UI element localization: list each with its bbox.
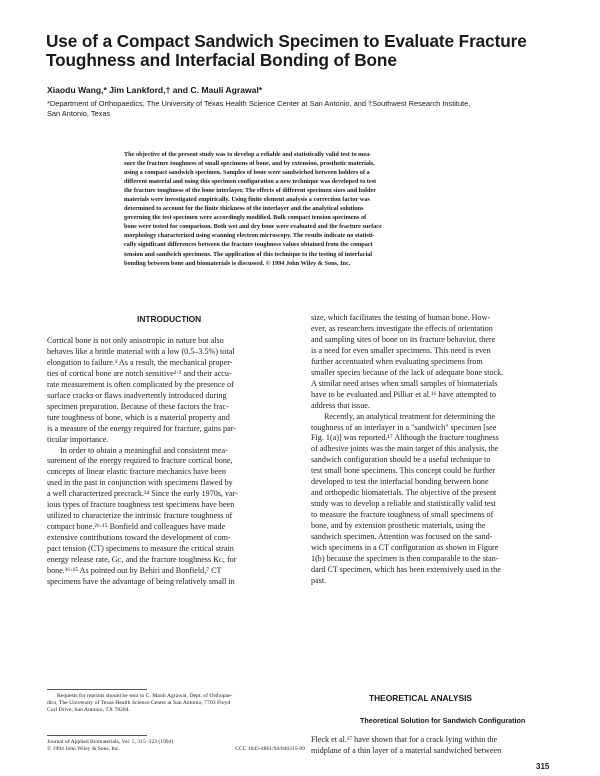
body-line: ever, as researchers investigate the effects of orientation xyxy=(311,323,493,333)
body-line: utilized to characterize the intrinsic fracture toughness of xyxy=(47,511,233,521)
body-line: rate measurement is often complicated by the presence of xyxy=(47,379,234,389)
correspondence-footnote xyxy=(47,693,305,714)
body-line: of adhesive joints was the main target of this analysis, the xyxy=(311,444,499,454)
abstract-line: the fracture toughness of the bone interlayer. The effects of different specimen sizes and holder xyxy=(124,187,376,195)
column-right-continuation xyxy=(311,735,573,757)
footnote-divider xyxy=(47,689,147,690)
abstract xyxy=(124,150,538,268)
body-line: Fig. 1(a)] was reported.¹⁷ Although the fracture toughness xyxy=(311,433,499,443)
section-heading-theoretical-analysis: THEORETICAL ANALYSIS xyxy=(369,693,472,703)
body-line: sandwich configuration should be a useful technique to xyxy=(311,455,491,465)
body-line: ties of cortical bone are notch sensitive²·³ and their accu- xyxy=(47,368,232,378)
affiliation-line: San Antonio, Texas xyxy=(47,108,111,118)
body-line: further accentuated when evaluating specimens from xyxy=(311,356,483,366)
abstract-line: sure the fracture toughness of small specimens of bone, and by extension, prosthetic materials, xyxy=(124,160,375,168)
author-list: Xiaodu Wang,* Jim Lankford,† and C. Mauli Agrawal* xyxy=(47,85,263,95)
affiliation-line: *Department of Orthopaedics, The University of Texas Health Science Center at San Antonio, and †Southwest Research Institute, xyxy=(47,99,471,108)
body-line: 1(b) because the specimen is then comparable to the stan- xyxy=(311,553,499,563)
body-line: ture toughness of bone, which is a material property and xyxy=(47,412,230,422)
abstract-line: bonding between bone and biomaterials is discussed. © 1994 John Wiley & Sons, Inc. xyxy=(124,259,351,267)
abstract-line: morphology characterized using scanning electron microscopy. The results indicate no statisti- xyxy=(124,232,375,240)
footnote-line: Requests for reprints should be sent to C. Mauli Agrawal, Dept. of Orthopae- xyxy=(57,693,233,699)
footnote-line: dics, The University of Texas Health Science Center at San Antonio, 7703 Floyd xyxy=(47,699,231,706)
body-line: Recently, an analytical treatment for determining the xyxy=(324,411,496,421)
body-line: compact bone.²⁶·¹⁵ Bonfield and colleagues have made xyxy=(47,522,226,532)
body-line: Cortical bone is not only anisotropic in nature but also xyxy=(47,336,224,345)
body-line: address that issue. xyxy=(311,400,370,410)
body-line: past. xyxy=(311,575,327,585)
body-line: A similar need arises when small samples of biomaterials xyxy=(311,378,498,388)
copyright-line: © 1994 John Wiley & Sons, Inc. xyxy=(47,745,120,752)
abstract-line: determined to account for the finite thickness of the interlayer and the analytical solutions xyxy=(124,205,364,213)
body-line: surface cracks or flaws inadvertently introduced during xyxy=(47,390,227,400)
body-line: behaves like a brittle material with a low (0.5–3.5%) total xyxy=(47,346,235,356)
journal-citation xyxy=(47,739,305,753)
body-line: specimens have the advantage of being relatively small in xyxy=(47,576,235,586)
body-line: surement of the energy required to fracture cortical bone, xyxy=(47,456,233,466)
section-heading-introduction: INTRODUCTION xyxy=(137,314,202,324)
body-line: is a measure of the energy required for fracture, gains par- xyxy=(47,423,236,433)
body-line: have to be evaluated and Pilliar et al.¹⁶ have attempted to xyxy=(311,389,497,399)
column-left-body xyxy=(47,336,309,588)
abstract-line: different material and using this specimen configuration a new technique was developed to test xyxy=(124,178,377,186)
body-line: to measure the fracture toughness of small specimens of xyxy=(311,510,494,520)
abstract-line: using a compact sandwich specimen. Samples of bone were sandwiched between holders of a xyxy=(124,169,370,177)
body-line: dard CT specimen, which has been extensively used in the xyxy=(311,564,501,574)
body-line: midplane of a thin layer of a material sandwiched between xyxy=(311,745,502,755)
body-line: energy release rate, Gᴄ, and the fracture toughness Kᴄ, for xyxy=(47,555,237,565)
body-line: wich specimens in a CT configuration as shown in Figure xyxy=(311,543,499,553)
abstract-line: The objective of the present study was to develop a reliable and statistically valid test to mea- xyxy=(124,151,372,158)
title-line: Toughness and Interfacial Bonding of Bone xyxy=(46,50,397,70)
abstract-line: governing the test specimen were accordingly modified. Bulk compact tension specimens of xyxy=(124,214,367,222)
abstract-line: cally significant differences between the fracture toughness values obtained from the compact xyxy=(124,241,373,249)
column-right-body xyxy=(311,313,573,587)
body-line: toughness of an interlayer in a "sandwich" specimen [see xyxy=(311,422,497,432)
footnote-line: Curl Drive, San Antonio, TX 78284. xyxy=(47,706,130,713)
abstract-line: tension and sandwich specimens. The application of this technique to the testing of interfacial xyxy=(124,250,373,258)
body-line: specimen preparation. Because of these factors the frac- xyxy=(47,401,229,411)
body-line: smaller species because of the lack of adequate bone stock. xyxy=(311,367,504,377)
page-number: 315 xyxy=(536,762,550,771)
body-line: developed to test the interfacial bonding between bone xyxy=(311,477,489,487)
body-line: extensive contributions toward the development of com- xyxy=(47,533,231,543)
body-line: sandwich specimen. Attention was focused on the sand- xyxy=(311,532,493,542)
article-title xyxy=(46,32,566,70)
title-line: Use of a Compact Sandwich Specimen to Evaluate Fracture xyxy=(46,31,527,51)
body-line: used in the past in conjunction with specimens flawed by xyxy=(47,478,233,488)
body-line: pact tension (CT) specimens to measure the critical strain xyxy=(47,544,234,554)
body-line: bone, and by extension prosthetic materials, using the xyxy=(311,521,486,531)
body-line: size, which facilitates the testing of human bone. How- xyxy=(311,313,491,322)
body-line: Fleck et al.¹⁷ have shown that for a crack lying within the xyxy=(311,735,498,744)
body-line: elongation to failure.¹ As a result, the mechanical proper- xyxy=(47,357,233,367)
ccc-code: CCC 1045-4861/94/040315-09 xyxy=(235,745,305,752)
journal-line: Journal of Applied Biomaterials, Vol. 5, 315–323 (1994) xyxy=(47,739,174,745)
subsection-heading: Theoretical Solution for Sandwich Configuration xyxy=(360,716,526,725)
body-line: In order to obtain a meaningful and consistent mea- xyxy=(60,445,228,455)
abstract-line: materials were investigated empirically. Using finite element analysis a correction factor was xyxy=(124,196,370,204)
body-line: test small bone specimens. This concept could be further xyxy=(311,466,496,476)
body-line: bone.³⁶·¹⁵ As pointed out by Behiri and Bonfield,⁷ CT xyxy=(47,566,222,576)
body-line: is a need for even smaller specimens. This need is even xyxy=(311,345,491,355)
body-line: and orthopedic biomaterials. The objective of the present xyxy=(311,488,497,498)
journal-divider xyxy=(47,735,147,736)
affiliation xyxy=(47,99,577,118)
body-line: ticular importance. xyxy=(47,434,109,444)
body-line: study was to develop a reliable and statistically valid test xyxy=(311,499,496,509)
abstract-line: bone were tested for comparison. Both wet and dry bone were evaluated and the fracture surface xyxy=(124,223,382,231)
body-line: ious types of fracture toughness test specimens have been xyxy=(47,500,235,510)
body-line: a well characterized precrack.¹⁴ Since the early 1970s, var- xyxy=(47,489,238,499)
body-line: and sampling sites of bone on its fracture behavior, there xyxy=(311,334,496,344)
body-line: concepts of linear elastic fracture mechanics have been xyxy=(47,467,226,477)
